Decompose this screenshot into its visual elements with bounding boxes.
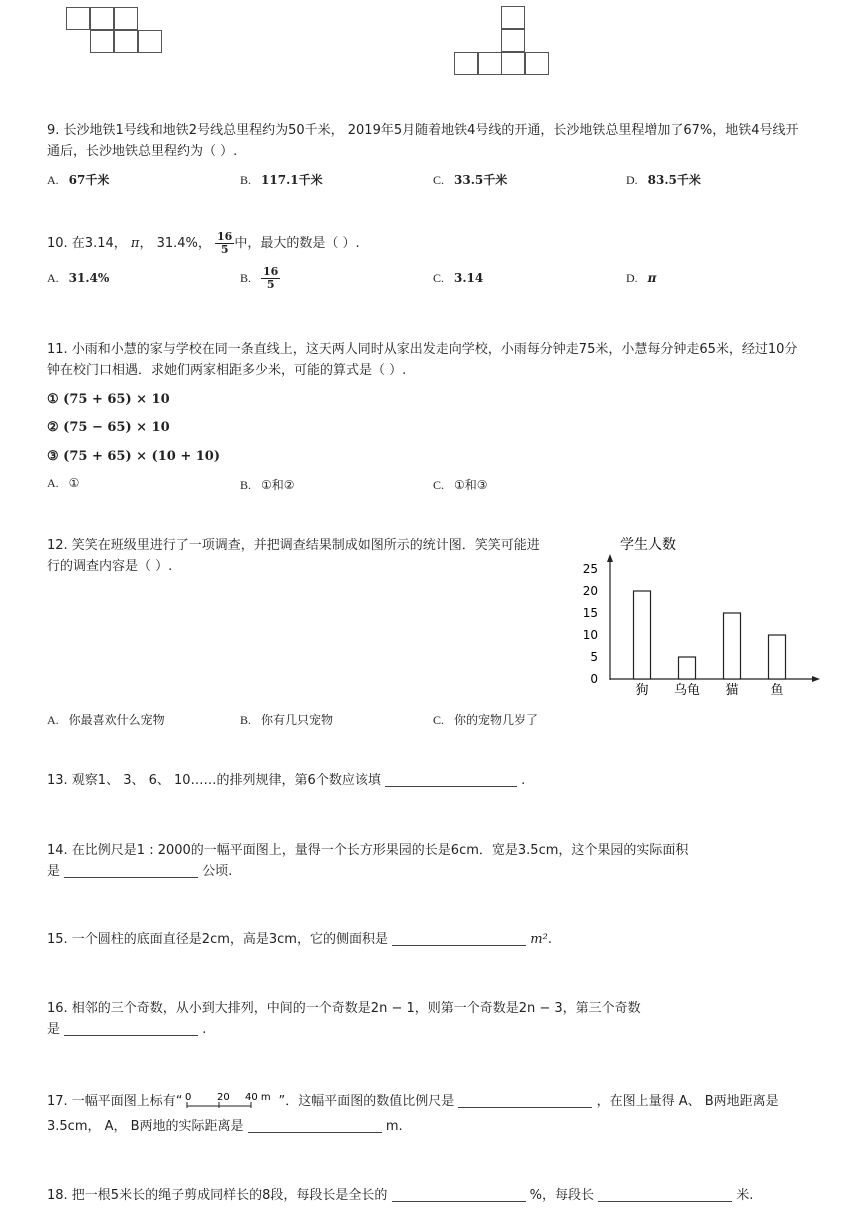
q9-option-a[interactable] [47, 171, 109, 188]
q18-stem-end: 米. [736, 1188, 754, 1203]
y-tick-label: 5 [590, 650, 598, 664]
q18-stem: 18. 把一根5米长的绳子剪成同样长的8段，每段长是全长的 [47, 1188, 388, 1203]
option-value: 33.5千米 [454, 173, 508, 187]
net-square [478, 52, 502, 75]
q9-option-c[interactable] [433, 171, 507, 188]
question-12 [47, 535, 567, 577]
option-value: 67千米 [68, 173, 110, 187]
x-category-label: 乌龟 [673, 683, 701, 698]
option-value: 31.4% [68, 271, 110, 285]
chart-title: 学生人数 [620, 537, 676, 553]
bar-3 [769, 635, 786, 679]
option-label: C. [433, 173, 445, 187]
question-14-stem-line1: 14. 在比例尺是1 : 2000的一幅平面图上，量得一个长方形果园的长是6cm．宽是3.5cm，这个果园的实际面积 [47, 843, 689, 858]
q10-option-b[interactable] [240, 266, 280, 291]
option-label: B. [240, 271, 252, 285]
net-square [501, 52, 525, 75]
y-tick-label: 25 [582, 562, 598, 576]
q10-option-d[interactable] [626, 271, 656, 286]
option-label: A. [47, 476, 59, 490]
q17-stem-mid2: ，在图上量得 A、 B两地距离是 [596, 1094, 779, 1109]
q10-stem-end: 中，最大的数是（ ）. [234, 236, 360, 251]
q14-stem-suffix: 公顷. [202, 864, 233, 879]
net-square [454, 52, 478, 75]
net-square [525, 52, 549, 75]
question-9-stem-line2: 通后，长沙地铁总里程约为（ ）. [47, 144, 238, 159]
q11-option-a[interactable] [47, 476, 79, 491]
x-category-label: 狗 [635, 683, 649, 698]
net-square [90, 7, 114, 30]
q11-option-b[interactable] [240, 476, 295, 493]
net-square [114, 30, 138, 53]
q11-formula-1: ① (75 + 65) × 10 [47, 392, 170, 407]
net-square [114, 7, 138, 30]
x-category-label: 鱼 [770, 683, 784, 698]
q12-option-a[interactable] [47, 711, 165, 728]
question-11-stem-line2: 钟在校门口相遇．求她们两家相距多少米，可能的算式是（ ）. [47, 363, 407, 378]
option-value: ① [68, 476, 80, 490]
q13-stem: 13. 观察1、 3、 6、 10……的排列规律，第6个数应该填 [47, 773, 381, 788]
q13-answer-blank[interactable] [385, 772, 517, 787]
question-16 [47, 998, 827, 1040]
option-label: B. [240, 478, 252, 492]
scale-label: 0 [184, 1092, 191, 1103]
question-10 [47, 229, 827, 259]
q10-option-c[interactable] [433, 271, 483, 286]
q15-stem-end: . [547, 932, 552, 947]
q18-stem-mid: %，每段长 [529, 1188, 594, 1203]
q9-option-b[interactable] [240, 171, 323, 188]
question-15 [47, 929, 827, 950]
question-12-stem-line1: 12. 笑笑在班级里进行了一项调查，并把调查结果制成如图所示的统计图．笑笑可能进 [47, 538, 540, 553]
question-11-stem-line1: 11. 小雨和小慧的家与学校在同一条直线上，这天两人同时从家出发走向学校，小雨每分钟走75米，小慧每分钟走65米，经过10分 [47, 342, 798, 357]
scale-bar-icon [183, 1090, 279, 1110]
q12-option-b[interactable] [240, 711, 333, 728]
option-label: D. [626, 271, 638, 285]
q12-option-c[interactable] [433, 711, 538, 728]
net-square [66, 7, 90, 30]
scale-label: 20 [216, 1092, 230, 1103]
q17-answer-blank-2[interactable] [248, 1118, 382, 1133]
fraction-16-5: $\frac{16}{5}$ [263, 265, 279, 291]
option-value: 你最喜欢什么宠物 [68, 713, 165, 727]
q10-stem-mid: ， 31.4%， [139, 236, 216, 251]
x-axis-arrow [812, 676, 820, 682]
option-value: 你的宠物几岁了 [454, 713, 539, 727]
bar-1 [679, 657, 696, 679]
bar-0 [634, 591, 651, 679]
q11-formula-2: ② (75 − 65) × 10 [47, 420, 170, 435]
option-value: ①和② [261, 478, 295, 492]
option-label: A. [47, 713, 59, 727]
question-9 [47, 120, 827, 162]
y-tick-label: 10 [582, 628, 598, 642]
y-axis-arrow [607, 554, 613, 562]
q14-stem-prefix: 是 [47, 864, 61, 879]
option-value: 117.1千米 [261, 173, 323, 187]
q17-answer-blank-1[interactable] [458, 1093, 592, 1108]
q17-stem-start: 17. 一幅平面图上标有“ [47, 1094, 183, 1109]
option-label: B. [240, 713, 252, 727]
q14-answer-blank[interactable] [64, 863, 198, 878]
net-square [90, 30, 114, 53]
option-label: D. [626, 173, 638, 187]
option-value: 3.14 [454, 271, 484, 285]
pi-symbol: π [130, 236, 140, 251]
option-label: C. [433, 478, 445, 492]
net-square [138, 30, 162, 53]
question-12-stem-line2: 行的调查内容是（ ）. [47, 559, 173, 574]
option-label: C. [433, 713, 445, 727]
q10-option-a[interactable] [47, 271, 109, 286]
bar-chart [570, 528, 830, 698]
q18-answer-blank-2[interactable] [598, 1187, 732, 1202]
y-tick-label: 20 [582, 584, 598, 598]
q15-answer-blank[interactable] [392, 931, 526, 946]
q18-answer-blank-1[interactable] [392, 1187, 526, 1202]
net-square [501, 6, 525, 29]
question-18 [47, 1185, 827, 1206]
question-14 [47, 840, 827, 882]
option-label: A. [47, 173, 59, 187]
q16-stem-prefix: 是 [47, 1022, 61, 1037]
q13-stem-end: . [521, 773, 526, 788]
q17-stem-mid: ”．这幅平面图的数值比例尺是 [278, 1094, 455, 1109]
option-value: π [647, 271, 657, 285]
fraction-16-5: $\frac{16}{5}$ [217, 230, 233, 256]
q11-option-c[interactable] [433, 476, 488, 493]
q17-stem-line2: 3.5cm， A， B两地的实际距离是 [47, 1119, 244, 1134]
bar-2 [724, 613, 741, 679]
q17-stem-suffix: m. [385, 1119, 403, 1134]
y-tick-label: 15 [582, 606, 598, 620]
scale-label: 40 m [244, 1092, 271, 1103]
y-tick-label: 0 [590, 672, 598, 686]
q16-stem-suffix: . [202, 1022, 207, 1037]
q15-unit: m² [530, 932, 548, 947]
option-value: ①和③ [454, 478, 488, 492]
q9-option-d[interactable] [626, 171, 701, 188]
q10-stem-start: 10. 在3.14， [47, 236, 131, 251]
option-label: C. [433, 271, 445, 285]
x-category-label: 猫 [725, 683, 739, 698]
q15-stem: 15. 一个圆柱的底面直径是2cm，高是3cm，它的侧面积是 [47, 932, 388, 947]
q16-answer-blank[interactable] [64, 1021, 198, 1036]
q11-formula-3: ③ (75 + 65) × (10 + 10) [47, 449, 220, 464]
question-16-stem-line1: 16. 相邻的三个奇数，从小到大排列，中间的一个奇数是2n − 1，则第一个奇数是2n − 3，第三个奇数 [47, 1001, 641, 1016]
net-square [501, 29, 525, 52]
question-17 [47, 1090, 827, 1137]
option-value: 你有几只宠物 [261, 713, 334, 727]
question-9-stem-line1: 9. 长沙地铁1号线和地铁2号线总里程约为50千米， 2019年5月随着地铁4号线的开通，长沙地铁总里程增加了67%，地铁4号线开 [47, 123, 799, 138]
option-label: A. [47, 271, 59, 285]
option-label: B. [240, 173, 252, 187]
question-11 [47, 339, 827, 381]
option-value: 83.5千米 [647, 173, 701, 187]
question-13 [47, 770, 827, 791]
